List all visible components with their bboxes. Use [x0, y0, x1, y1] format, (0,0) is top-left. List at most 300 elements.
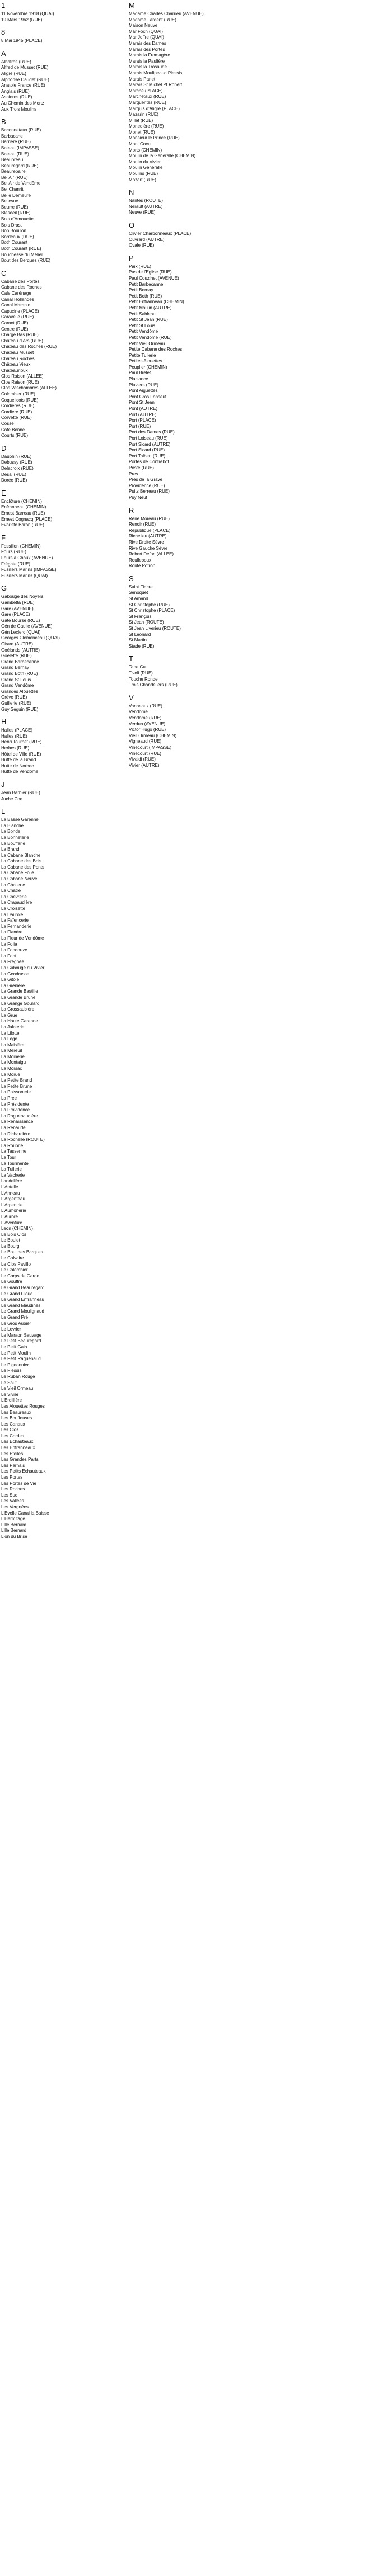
- street-name: La Faïencerie: [1, 918, 29, 923]
- street-name: Les Sud: [1, 1492, 18, 1498]
- street-name: Le Grand Clouc: [1, 1291, 33, 1296]
- street-name: Belle Demeure: [1, 192, 31, 198]
- index-section: [129, 693, 256, 769]
- street-name: La Tuilerie: [1, 1167, 22, 1172]
- street-list: [1, 454, 129, 484]
- street-name: Cordiere (RUE): [1, 409, 32, 414]
- street-name: Château d'Ars (RUE): [1, 338, 43, 343]
- street-name: Les Vallées: [1, 1498, 24, 1504]
- street-name: Petite Cabane des Roches: [129, 347, 183, 352]
- street-name: Le Petit Moulin: [1, 1350, 31, 1356]
- street-name: La Grossaubière: [1, 1007, 35, 1012]
- street-name: Marais Panet: [129, 76, 156, 82]
- street-name: L'Ile Bernard: [1, 1528, 27, 1534]
- street-name: Moulin de la Généralle (CHEMIN): [129, 153, 196, 159]
- street-name: Peuplier (CHEMIN): [129, 364, 167, 370]
- street-name: La Cabane Blanche: [1, 852, 41, 858]
- street-name: Canal Hollandes: [1, 296, 34, 302]
- street-name: Le Corps de Garde: [1, 1273, 40, 1278]
- street-name: Petit Vendôme (RUE): [129, 334, 172, 340]
- street-name: Delacroix (RUE): [1, 466, 34, 471]
- street-name: Vendôme: [129, 709, 148, 715]
- street-name: Fusiliers Marins (QUAI): [1, 573, 48, 578]
- street-list: [1, 128, 129, 264]
- street-name: Both Courant (RUE): [1, 246, 41, 251]
- street-name: La Gitoie: [1, 977, 20, 983]
- street-name: La Tour: [1, 1154, 16, 1160]
- street-name: Asnieres (RUE): [1, 95, 32, 100]
- street-name: Cabane des Portes: [1, 279, 40, 284]
- street-name: Le Bourg: [1, 1243, 20, 1249]
- street-name: Bateau (RUE): [1, 151, 29, 157]
- street-list: [1, 279, 129, 439]
- street-name: Gén Leclerc (QUAI): [1, 629, 41, 635]
- street-name: Puits Berreau (RUE): [129, 489, 170, 494]
- index-section: [1, 584, 129, 713]
- index-section: [1, 49, 129, 112]
- street-name: Desal (RUE): [1, 471, 26, 477]
- street-list: [129, 11, 256, 183]
- street-name: Portes de Contrebot: [129, 459, 169, 465]
- street-name: Le Maraon Sauvage: [1, 1332, 42, 1338]
- street-name: Hutte de Vendôme: [1, 769, 39, 775]
- index-section: [129, 654, 256, 688]
- street-name: Vieil Ormeau (CHEMIN): [129, 733, 177, 738]
- street-name: Marais la Trosaude: [129, 64, 167, 70]
- street-name: Marguerites (RUE): [129, 100, 166, 105]
- street-name: Château Roches: [1, 356, 35, 361]
- street-name: Aux Trois Moulins: [1, 106, 37, 112]
- street-name: Anglais (RUE): [1, 88, 30, 94]
- street-name: La Cabane Folle: [1, 870, 34, 876]
- street-name: L'Arpentrie: [1, 1202, 23, 1207]
- street-name: Bon Bouillon: [1, 228, 26, 234]
- street-name: Le Grand Beauregard: [1, 1285, 45, 1291]
- street-name: Le Colombier: [1, 1267, 28, 1273]
- street-name: Les Etoiles: [1, 1451, 24, 1456]
- street-name: Gare (PLACE): [1, 612, 30, 617]
- street-name: La Morsac: [1, 1066, 22, 1072]
- index-section: [129, 506, 256, 569]
- street-name: Les Beaureaux: [1, 1409, 31, 1415]
- index-column-left: [1, 1, 129, 1545]
- street-list: [1, 38, 129, 44]
- index-section: [1, 534, 129, 579]
- section-letter-heading: G: [1, 584, 7, 593]
- street-name: Petit Sableau: [129, 311, 156, 317]
- street-list: [129, 704, 256, 769]
- street-name: 19 Mars 1962 (RUE): [1, 17, 43, 22]
- street-name: Halles (PLACE): [1, 728, 33, 733]
- street-name: Clos Raison (RUE): [1, 379, 39, 385]
- street-name: Capucine (PLACE): [1, 308, 39, 314]
- street-name: La Lilotte: [1, 1030, 20, 1036]
- section-letter-heading: O: [129, 221, 135, 229]
- street-name: Canal Maranio: [1, 303, 31, 308]
- street-name: Le Petit Gain: [1, 1344, 27, 1350]
- street-name: La Petite Brand: [1, 1078, 32, 1083]
- street-name: Gabouge des Noyers: [1, 594, 44, 600]
- street-name: Les Petits Echauteaux: [1, 1469, 46, 1474]
- street-name: Barbacane: [1, 133, 23, 139]
- street-name: Port (PLACE): [129, 418, 156, 423]
- street-name: Pont Aiguettes: [129, 388, 158, 394]
- street-name: Juche Coq: [1, 796, 23, 801]
- street-name: Courts (RUE): [1, 433, 29, 438]
- street-name: Vanneaux (RUE): [129, 703, 162, 709]
- index-section: [1, 28, 129, 44]
- street-name: Grand Both (RUE): [1, 671, 38, 677]
- street-name: Les Enfranneaux: [1, 1445, 35, 1451]
- street-name: Moulin Généralle: [129, 165, 163, 171]
- section-letter-heading: E: [1, 488, 6, 497]
- street-name: La Petite Brune: [1, 1083, 32, 1089]
- street-list: [1, 817, 129, 1540]
- street-name: Cordieres (RUE): [1, 403, 35, 409]
- street-name: Les Vergnées: [1, 1504, 29, 1509]
- street-name: Alfred de Musset (RUE): [1, 65, 49, 70]
- street-name: Les Parnais: [1, 1462, 25, 1468]
- street-name: Touche Ronde: [129, 676, 158, 682]
- street-name: La Rouprie: [1, 1143, 24, 1148]
- street-name: Debussy (RUE): [1, 460, 32, 465]
- street-name: Au Chemin des Mortz: [1, 100, 44, 106]
- street-name: Château Vieux: [1, 362, 31, 367]
- street-name: Le Ruban Rouge: [1, 1374, 35, 1379]
- street-name: Le Petit Raguenaud: [1, 1356, 41, 1362]
- street-name: Halles (RUE): [1, 733, 27, 739]
- street-name: La Crapaudière: [1, 900, 32, 905]
- street-name: Maison Neuve: [129, 23, 158, 29]
- street-name: Roulleboux: [129, 557, 152, 563]
- street-name: Les Clos: [1, 1427, 19, 1433]
- street-name: St Léonard: [129, 631, 151, 637]
- street-name: Bout des Berques (RUE): [1, 258, 51, 263]
- street-list: [1, 11, 129, 23]
- street-list: [1, 728, 129, 775]
- section-letter-heading: R: [129, 506, 134, 515]
- street-name: Aligre (RUE): [1, 70, 26, 76]
- section-letter-heading: V: [129, 693, 134, 702]
- index-section: [129, 254, 256, 501]
- section-letter-heading: D: [1, 444, 7, 452]
- street-name: Mont Cocu: [129, 141, 151, 147]
- street-name: Marchetaux (RUE): [129, 94, 166, 100]
- street-name: La Loge: [1, 1036, 17, 1042]
- section-letter-heading: A: [1, 49, 6, 58]
- street-name: Henri Tournet (RUE): [1, 739, 42, 745]
- street-name: La Haute Garenne: [1, 1018, 38, 1024]
- street-name: La Croisette: [1, 906, 26, 912]
- street-name: Albatros (RUE): [1, 59, 31, 64]
- street-name: Port Loiseau (RUE): [129, 436, 168, 441]
- street-name: Moulin du Vivier: [129, 159, 161, 164]
- street-name: L'Evelle Canal la Baisse: [1, 1510, 49, 1516]
- street-name: St Christophe (RUE): [129, 602, 170, 607]
- street-name: Le Grand Maudines: [1, 1303, 41, 1308]
- street-name: Beauregard (RUE): [1, 163, 39, 168]
- street-name: Victor Hugo (RUE): [129, 727, 166, 733]
- street-name: Morts (CHEMIN): [129, 147, 162, 153]
- street-name: Port des Dames (RUE): [129, 430, 175, 435]
- street-name: Blesoeil (RUE): [1, 210, 31, 216]
- street-list: [1, 59, 129, 112]
- index-section: [129, 574, 256, 650]
- street-name: Poste (RUE): [129, 465, 154, 470]
- street-name: Les Roches: [1, 1487, 25, 1492]
- street-name: Marais la Fromagère: [129, 53, 170, 58]
- street-name: Paul Brelet: [129, 370, 151, 376]
- street-name: Mar Foch (QUAI): [129, 29, 163, 34]
- street-name: La Châtre: [1, 888, 21, 894]
- street-name: Bateau (IMPASSE): [1, 145, 39, 150]
- street-name: La Tasserine: [1, 1149, 27, 1154]
- street-name: Marais la Paulière: [129, 58, 165, 64]
- street-list: [129, 516, 256, 569]
- street-name: Monet (RUE): [129, 129, 155, 135]
- street-name: La Renaude: [1, 1125, 26, 1130]
- street-name: La Cabane Neuve: [1, 876, 38, 882]
- street-name: St Martin: [129, 638, 147, 643]
- street-name: Port Talbert (RUE): [129, 453, 166, 459]
- street-name: Grand Barbecanne: [1, 659, 39, 664]
- street-name: Herbes (RUE): [1, 745, 30, 751]
- street-name: La Cabane des Bois: [1, 858, 42, 864]
- street-name: La Font: [1, 953, 17, 959]
- street-name: Lion du Brisé: [1, 1534, 27, 1539]
- street-name: Providence (RUE): [129, 483, 165, 488]
- street-name: Ernest Barreau (RUE): [1, 510, 45, 516]
- street-name: Le Vivier: [1, 1391, 18, 1397]
- street-name: Pont Gros Fonseuf: [129, 394, 167, 399]
- street-name: Fours (RUE): [1, 549, 26, 555]
- index-section: [129, 221, 256, 249]
- street-name: Tape Cul: [129, 664, 147, 670]
- street-name: La Moinerie: [1, 1054, 25, 1059]
- street-name: Prés de la Grave: [129, 477, 163, 483]
- street-name: La Fleur de Vendôme: [1, 936, 44, 941]
- street-name: Grève (RUE): [1, 695, 27, 700]
- street-name: Le Saut: [1, 1380, 17, 1385]
- street-name: Gâte Bourse (RUE): [1, 617, 40, 623]
- street-name: Millet (RUE): [129, 117, 153, 123]
- street-name: Les Cordes: [1, 1433, 24, 1438]
- street-name: Guy Seguin (RUE): [1, 706, 39, 712]
- street-name: Bellevue: [1, 199, 18, 204]
- street-name: La Fondouze: [1, 947, 27, 953]
- street-name: Beurre (RUE): [1, 204, 29, 210]
- section-letter-heading: N: [129, 188, 134, 197]
- street-name: Stade (RUE): [129, 643, 155, 649]
- street-name: La Pree: [1, 1096, 17, 1101]
- street-name: Bel Chanrit: [1, 187, 24, 192]
- street-name: Landelière: [1, 1178, 22, 1184]
- street-name: La Morue: [1, 1072, 20, 1077]
- street-name: Fossillon (CHEMIN): [1, 543, 41, 549]
- street-name: Les Alouettes Rouges: [1, 1403, 45, 1409]
- street-name: Grandes Alouettes: [1, 688, 38, 694]
- street-name: Pont (AUTRE): [129, 406, 158, 412]
- street-name: Marquis d'Aligre (PLACE): [129, 106, 180, 111]
- street-name: Port (AUTRE): [129, 412, 157, 417]
- section-letter-heading: 8: [1, 28, 6, 37]
- street-name: Petites Alouettes: [129, 358, 162, 364]
- street-name: Vivaldi (RUE): [129, 757, 156, 762]
- street-name: La Providence: [1, 1107, 30, 1113]
- street-name: Le Clos Pavillo: [1, 1261, 31, 1267]
- street-name: Tivoli (RUE): [129, 671, 153, 676]
- street-name: Paul Couzinet (AVENUE): [129, 275, 179, 281]
- section-letter-heading: C: [1, 268, 7, 277]
- street-name: Charge Bas (RUE): [1, 332, 39, 338]
- street-name: République (PLACE): [129, 527, 171, 533]
- street-name: Madame Lardent (RUE): [129, 17, 176, 22]
- street-name: Carnot (RUE): [1, 320, 29, 325]
- street-list: [129, 664, 256, 688]
- street-name: La Rochelle (ROUTE): [1, 1137, 45, 1143]
- street-name: La Raguenaudière: [1, 1113, 38, 1119]
- street-name: La Chevrerie: [1, 894, 27, 899]
- street-name: La Tourmente: [1, 1160, 29, 1166]
- section-letter-heading: B: [1, 117, 6, 126]
- street-name: La Grande Bastille: [1, 989, 38, 994]
- street-name: Moulins (RUE): [129, 171, 158, 177]
- street-name: Beaupreau: [1, 157, 24, 163]
- street-name: La Basse Garenne: [1, 817, 39, 823]
- street-name: Centre (RUE): [1, 326, 29, 332]
- street-name: La Poissonerie: [1, 1089, 31, 1095]
- street-name: Petit Enfranneau (CHEMIN): [129, 299, 184, 305]
- street-name: La Frégnée: [1, 959, 24, 965]
- street-name: Les Canaux: [1, 1421, 25, 1427]
- street-name: Enclôture (CHEMIN): [1, 498, 42, 504]
- section-letter-heading: P: [129, 253, 134, 262]
- street-name: Le Gouffre: [1, 1279, 22, 1285]
- street-name: Petit St Louis: [129, 323, 156, 328]
- street-name: Madame Charles Charrieu (AVENUE): [129, 11, 204, 16]
- street-name: Anatole France (RUE): [1, 83, 45, 88]
- index-section: [1, 1, 129, 23]
- street-name: Cale Carénage: [1, 290, 31, 296]
- street-name: La Maisière: [1, 1042, 25, 1048]
- street-name: Pas de l'Eglise (RUE): [129, 270, 172, 275]
- street-name: Rive Gauche Sèvre: [129, 545, 168, 551]
- street-name: Fours à Chaux (AVENUE): [1, 555, 53, 560]
- street-name: Olivier Charbonneaux (PLACE): [129, 231, 192, 236]
- street-name: La Bouffarie: [1, 841, 25, 846]
- street-name: Vigneaud (RUE): [129, 739, 162, 744]
- street-name: Beaurepaire: [1, 169, 26, 174]
- street-name: Petit Both (RUE): [129, 293, 162, 299]
- street-name: Richelieu (AUTRE): [129, 534, 167, 539]
- street-name: Marais St Michel Pt Robert: [129, 82, 183, 88]
- street-name: Le Petit Beauregard: [1, 1338, 41, 1344]
- street-name: Bouchesse du Mélier: [1, 252, 43, 257]
- street-name: Châteaurioux: [1, 367, 28, 373]
- street-name: Colombier (RUE): [1, 391, 35, 397]
- street-name: Vivier (AUTRE): [129, 762, 160, 768]
- street-name: Le Gros Aubier: [1, 1320, 31, 1326]
- street-name: L'Anneau: [1, 1190, 20, 1196]
- street-name: Nantes (ROUTE): [129, 198, 163, 204]
- street-name: Both Courant: [1, 240, 28, 246]
- section-letter-heading: S: [129, 574, 134, 583]
- street-name: Mozart (RUE): [129, 177, 156, 182]
- street-name: Bois Drast: [1, 222, 22, 228]
- street-name: St Christophe (PLACE): [129, 608, 175, 614]
- street-name: Evariste Baron (RUE): [1, 522, 44, 528]
- street-name: Barrière (RUE): [1, 139, 31, 145]
- index-section: [129, 1, 256, 183]
- street-name: La Challerie: [1, 882, 25, 888]
- index-section: [1, 718, 129, 775]
- street-name: Gén de Gaulle (AVENUE): [1, 624, 53, 629]
- street-name: Ouvrard (AUTRE): [129, 237, 165, 242]
- street-name: St Jean Liverieu (ROUTE): [129, 626, 181, 631]
- street-name: La Gabouge du Vivier: [1, 965, 45, 970]
- street-name: Georges Clemenceau (QUAI): [1, 635, 60, 641]
- index-section: [1, 269, 129, 439]
- street-name: Goélette (RUE): [1, 653, 32, 659]
- street-name: La Bonneterie: [1, 834, 29, 840]
- index-section: [129, 188, 256, 216]
- street-name: Alphonse Daudet (RUE): [1, 77, 49, 82]
- street-name: La Bonde: [1, 829, 21, 834]
- street-name: Pluviers (RUE): [129, 382, 158, 388]
- street-name: Ovale (RUE): [129, 243, 155, 248]
- street-name: Marais des Dames: [129, 40, 166, 46]
- section-letter-heading: F: [1, 533, 6, 542]
- street-name: Clos Vaschambres (ALLEE): [1, 385, 57, 391]
- street-name: L'Erdillière: [1, 1398, 22, 1403]
- index-section: [1, 780, 129, 802]
- street-name: Port Sicard (RUE): [129, 447, 165, 453]
- street-name: Petit St Jean (RUE): [129, 317, 168, 323]
- street-name: Frégate (RUE): [1, 561, 31, 567]
- street-name: La Daurole: [1, 912, 24, 917]
- street-name: L'Argenteau: [1, 1196, 25, 1202]
- street-name: La Fernanderie: [1, 923, 32, 929]
- street-name: René Moreau (RUE): [129, 516, 170, 521]
- street-name: Saint Fiacre: [129, 584, 153, 589]
- street-name: Château Musset: [1, 350, 34, 355]
- street-name: La Grange Goulard: [1, 1001, 40, 1006]
- street-name: Le Boulet: [1, 1238, 20, 1243]
- street-name: La Vacherie: [1, 1172, 25, 1178]
- street-name: Le Grand Pré: [1, 1315, 29, 1320]
- street-name: La Richardière: [1, 1131, 31, 1136]
- street-name: Le Vieil Ormeau: [1, 1386, 34, 1391]
- street-name: Le Grand Enfranneau: [1, 1297, 44, 1303]
- street-name: Hutte de la Brand: [1, 757, 36, 763]
- street-name: Bel Air (RUE): [1, 174, 28, 180]
- section-letter-heading: H: [1, 718, 7, 726]
- street-name: Les Echauteaux: [1, 1439, 34, 1445]
- street-name: Vinecourt (IMPASSE): [129, 744, 172, 750]
- street-name: L'Aumônerie: [1, 1208, 26, 1214]
- street-name: L'Hermitage: [1, 1516, 25, 1522]
- street-name: Caravelle (RUE): [1, 314, 34, 320]
- section-letter-heading: 1: [1, 1, 6, 10]
- street-name: 8 Mai 1945 (PLACE): [1, 38, 43, 44]
- street-name: Neuve (RUE): [129, 210, 156, 215]
- street-name: Le Bois Clos: [1, 1232, 26, 1237]
- street-name: Jean Barbier (RUE): [1, 790, 40, 795]
- section-letter-heading: L: [1, 807, 6, 816]
- street-name: Les Portes: [1, 1475, 23, 1480]
- street-name: Plaisance: [129, 376, 148, 382]
- street-name: Port Sicard (AUTRE): [129, 441, 171, 447]
